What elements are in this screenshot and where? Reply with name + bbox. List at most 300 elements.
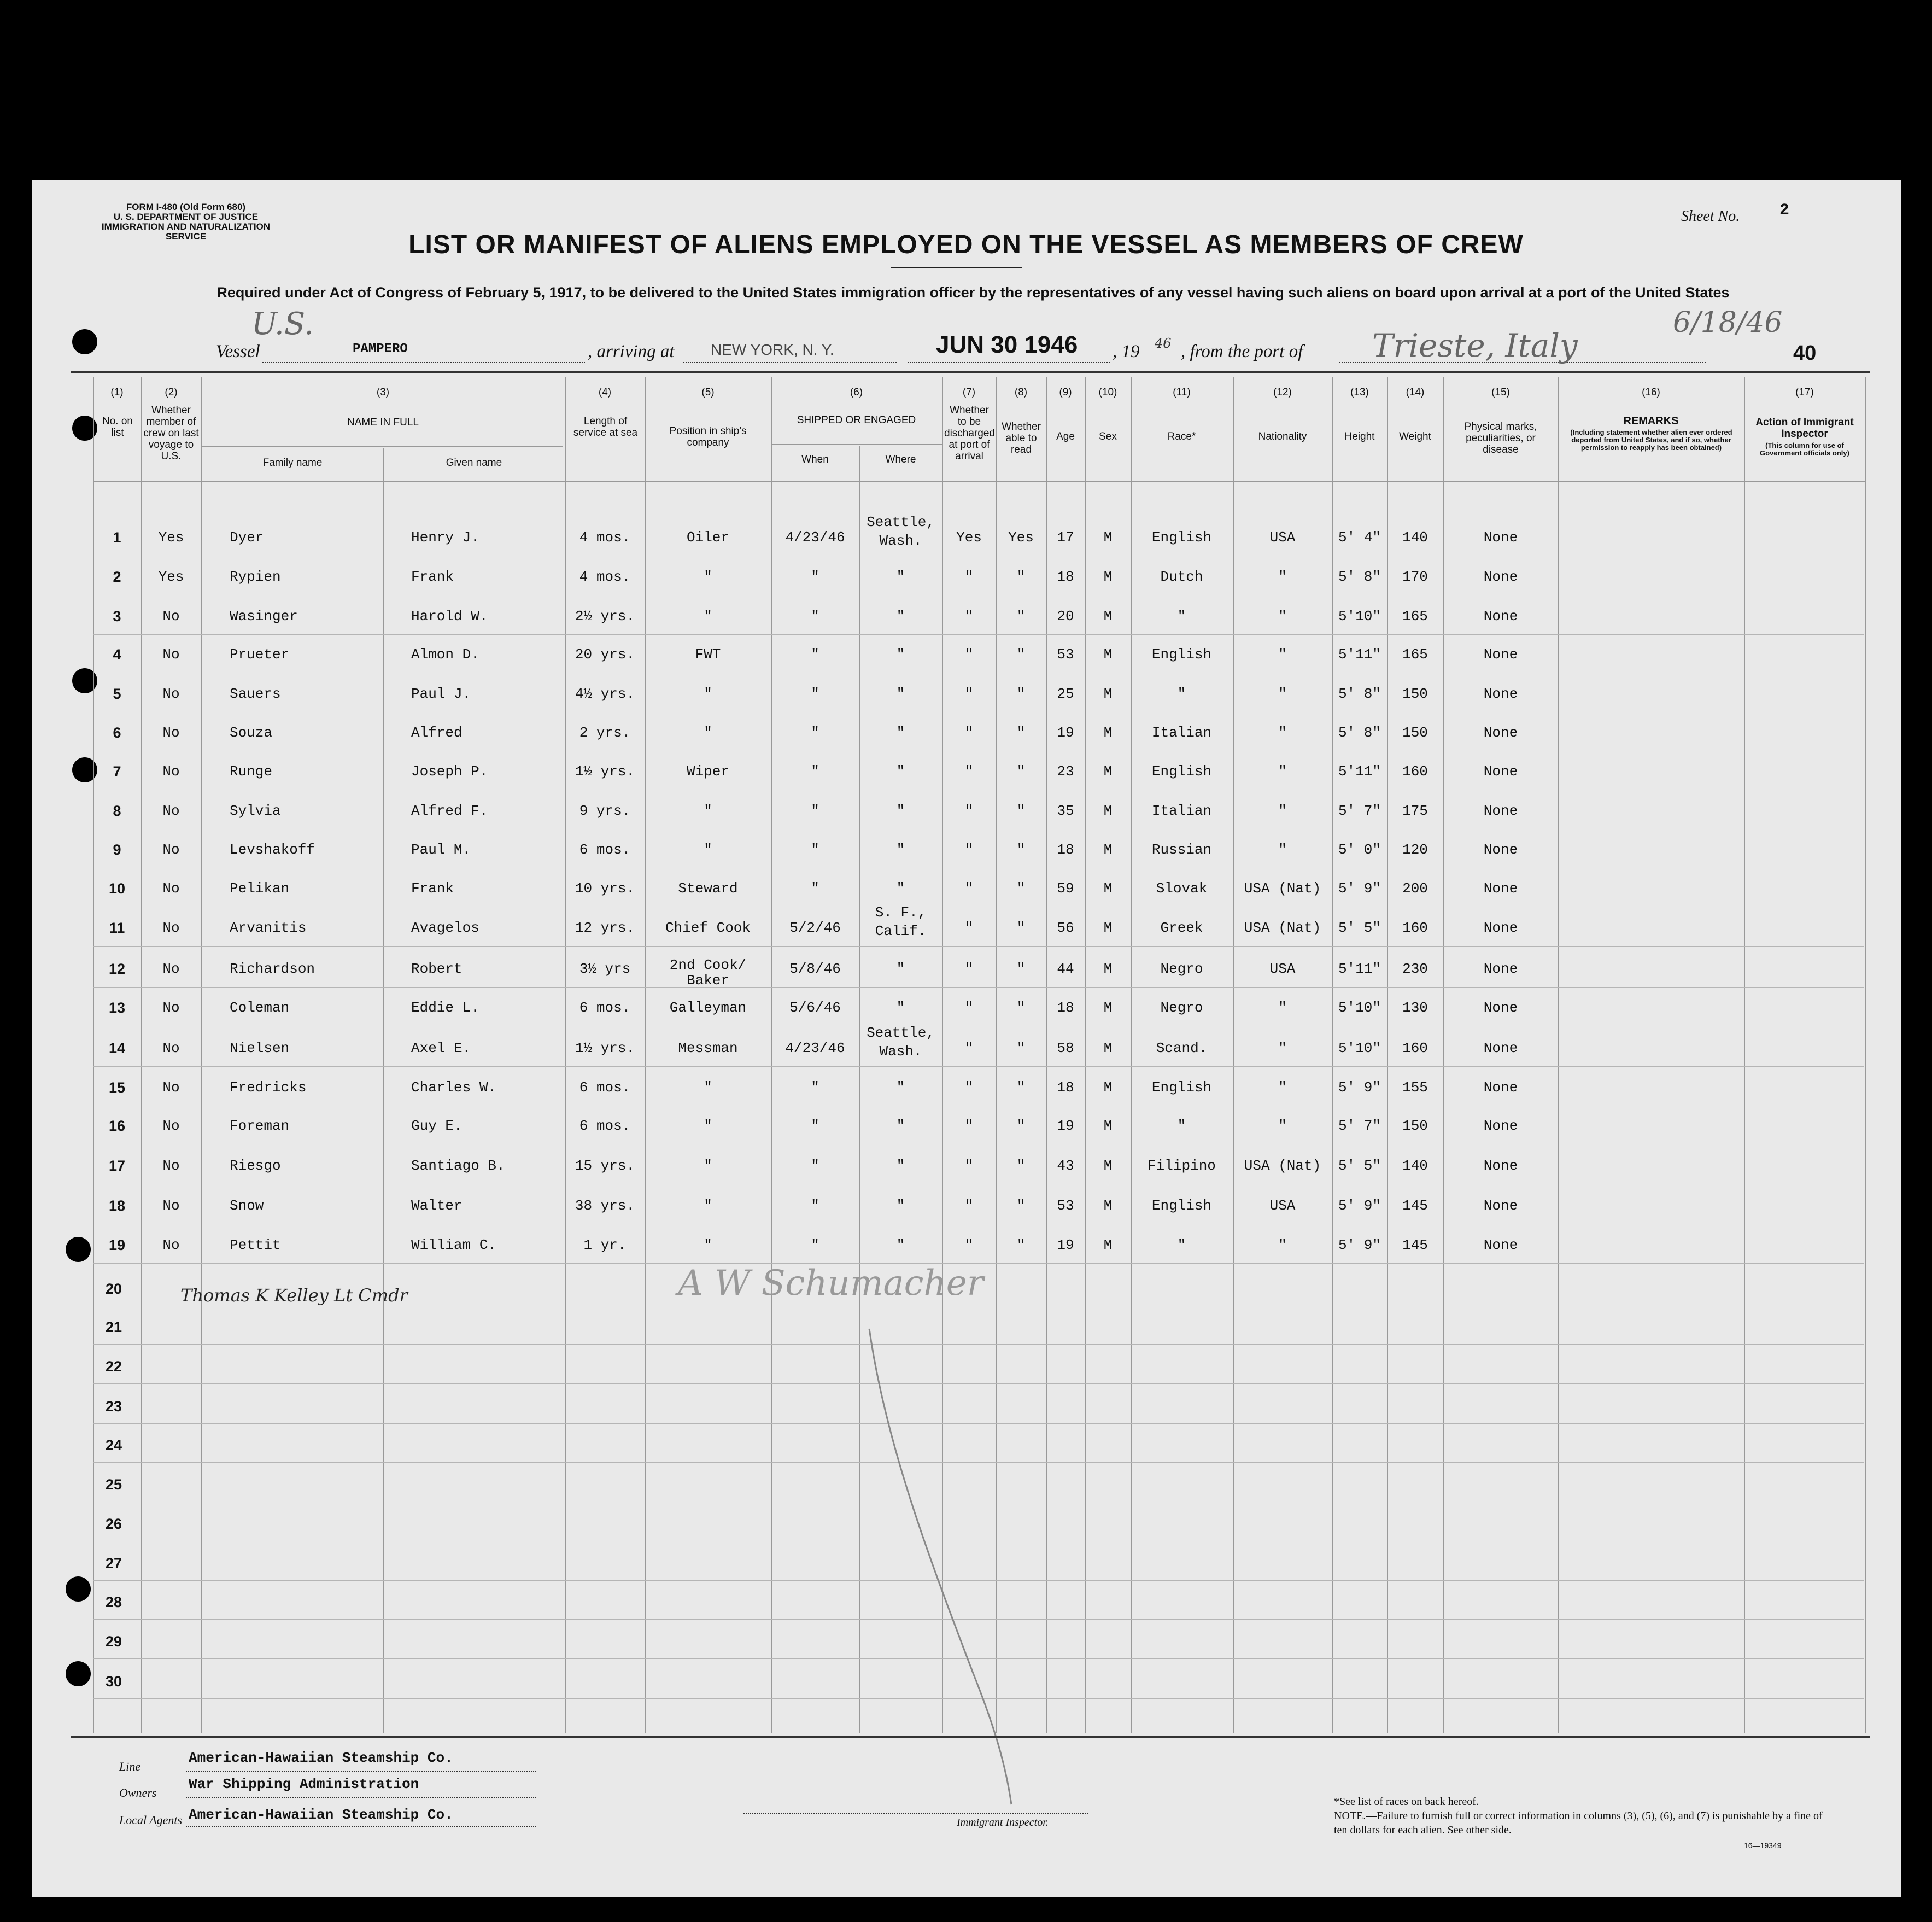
service-cell: 3½ yrs [579,961,631,977]
nationality-cell: USA [1269,1197,1296,1214]
family-name-cell: Rypien [230,569,281,585]
nationality-cell: USA [1269,961,1296,977]
shipped-when-cell: " [811,803,819,819]
department: U. S. DEPARTMENT OF JUSTICE [113,212,259,222]
physical-marks-cell: None [1483,646,1518,663]
row-number: 4 [113,646,121,663]
discharge-cell: " [964,763,974,780]
shipped-when-cell: 4/23/46 [785,1040,845,1056]
year-value: 46 [1155,336,1172,351]
age-cell: 19 [1057,1118,1074,1134]
position-cell: " [704,725,712,741]
physical-marks-cell: None [1483,1079,1518,1096]
sex-cell: M [1103,1197,1113,1214]
age-cell: 25 [1057,686,1074,702]
row-rule [93,946,1864,947]
empty-line-number: 30 [105,1673,122,1690]
given-name-cell: Alfred [411,725,462,741]
column-header-bottom-rule [93,481,1865,482]
last-voyage-cell: No [162,803,180,819]
race-cell: Russian [1151,842,1212,858]
shipped-where-cell: " [896,1118,905,1134]
physical-marks-cell: None [1483,842,1518,858]
family-name-cell: Fredricks [230,1079,307,1096]
row-number: 13 [108,1000,126,1016]
race-cell: Slovak [1156,880,1208,897]
race-cell: English [1151,1197,1212,1214]
discharge-cell: " [964,1040,974,1056]
family-name-cell: Levshakoff [230,842,315,858]
family-name-cell: Coleman [230,1000,290,1016]
nationality-cell: " [1278,1118,1287,1134]
race-cell: Scand. [1156,1040,1208,1056]
age-cell: 17 [1057,529,1074,546]
given-name-cell: Frank [411,880,454,897]
header-able-to-read: Whether able to read [1002,421,1041,455]
date-stamp: JUN 30 1946 [936,331,1078,358]
row-number: 12 [108,961,126,977]
height-cell: 5' 5" [1338,920,1381,936]
height-cell: 5' 7" [1338,1118,1381,1134]
row-rule [93,634,1864,635]
height-cell: 5' 8" [1338,725,1381,741]
can-read-cell: Yes [1008,529,1034,546]
height-cell: 5'10" [1338,608,1381,624]
age-cell: 18 [1057,1079,1074,1096]
header-family-name: Family name [262,457,323,469]
given-name-cell: Alfred F. [411,803,488,819]
race-cell: Dutch [1160,569,1203,585]
physical-marks-cell: None [1483,608,1518,624]
discharge-cell: " [964,1118,974,1134]
position-cell: Chief Cook [665,920,751,936]
punch-hole [66,1576,91,1602]
header-inspector-note: (This column for use of Government officials only) [1760,441,1849,457]
physical-marks-cell: None [1483,1040,1518,1056]
physical-marks-cell: None [1483,1237,1518,1253]
weight-cell: 200 [1402,880,1428,897]
physical-marks-cell: None [1483,569,1518,585]
row-number: 9 [113,842,121,858]
header-no-on-list: No. on list [102,416,133,439]
can-read-cell: " [1016,686,1026,702]
shipped-when-cell: 4/23/46 [785,529,845,546]
column-number: (3) [376,387,390,398]
age-cell: 18 [1057,569,1074,585]
line-value: American-Hawaiian Steamship Co. [189,1750,453,1766]
row-rule [93,1066,1864,1067]
height-cell: 5' 4" [1338,529,1381,546]
handwritten-date: 6/18/46 [1673,306,1783,339]
row-number: 10 [108,880,126,897]
service-cell: 4 mos. [579,529,631,546]
age-cell: 19 [1057,1237,1074,1253]
position-cell: Messman [678,1040,738,1056]
nationality-cell: " [1278,1079,1287,1096]
last-voyage-cell: No [162,1000,180,1016]
service-cell: 38 yrs. [575,1197,635,1214]
column-number: (11) [1173,387,1191,398]
can-read-cell: " [1016,1197,1026,1214]
nationality-cell: " [1278,569,1287,585]
service-cell: 9 yrs. [579,803,631,819]
shipped-where-cell: " [896,880,905,897]
punch-hole [66,1237,91,1262]
height-cell: 5'11" [1338,961,1381,977]
grid-line [1558,377,1559,1733]
physical-marks-cell: None [1483,763,1518,780]
race-cell: " [1177,1118,1186,1134]
weight-cell: 150 [1402,725,1428,741]
local-agents-value: American-Hawaiian Steamship Co. [189,1807,453,1823]
service-cell: 1 yr. [583,1237,627,1253]
weight-cell: 150 [1402,686,1428,702]
position-cell: " [704,1158,712,1174]
service-cell: 6 mos. [579,842,631,858]
weight-cell: 140 [1402,1158,1428,1174]
column-number: (5) [701,387,715,398]
nationality-cell: " [1278,1040,1287,1056]
discharge-cell: " [964,646,974,663]
age-cell: 18 [1057,1000,1074,1016]
race-cell: " [1177,686,1186,702]
can-read-cell: " [1016,763,1026,780]
shipped-where-cell: " [896,608,905,624]
shipped-where-cell: " [896,686,905,702]
given-name-cell: William C. [411,1237,497,1253]
last-voyage-cell: Yes [158,529,184,546]
family-name-cell: Pelikan [230,880,290,897]
sex-cell: M [1103,646,1113,663]
last-voyage-cell: No [162,1197,180,1214]
family-name-cell: Snow [230,1197,264,1214]
header-name-in-full: NAME IN FULL [347,417,419,428]
position-cell: Galleyman [669,1000,747,1016]
shipped-where-cell: " [896,725,905,741]
position-cell: " [704,1237,712,1253]
age-cell: 23 [1057,763,1074,780]
row-number: 2 [113,569,121,585]
can-read-cell: " [1016,1237,1026,1253]
header-when: When [801,454,829,465]
shipped-when-cell: " [811,1079,819,1096]
position-cell: 2nd Cook/ Baker [669,957,747,989]
header-age: Age [1056,431,1075,442]
year-label: , 19 [1113,342,1140,361]
position-cell: " [704,842,712,858]
punch-hole [72,329,97,354]
sex-cell: M [1103,1158,1113,1174]
last-voyage-cell: No [162,1237,180,1253]
height-cell: 5' 9" [1338,1237,1381,1253]
race-cell: " [1177,1237,1186,1253]
row-number: 16 [108,1118,126,1134]
can-read-cell: " [1016,1079,1026,1096]
owners-value: War Shipping Administration [189,1776,419,1792]
position-cell: " [704,803,712,819]
grid-line [1744,377,1745,1733]
age-cell: 58 [1057,1040,1074,1056]
service-cell: 4 mos. [579,569,631,585]
header-rule [71,371,1870,373]
empty-line-number: 29 [105,1633,122,1650]
given-name-cell: Almon D. [411,646,479,663]
discharge-cell: " [964,608,974,624]
service-cell: 1½ yrs. [575,763,635,780]
vessel-prefix-hand: U.S. [251,306,314,342]
discharge-cell: " [964,880,974,897]
header-last-voyage: Whether member of crew on last voyage to U.S. [143,405,199,462]
form-number: FORM I-480 (Old Form 680) [126,202,246,212]
discharge-cell: " [964,569,974,585]
can-read-cell: " [1016,803,1026,819]
nationality-cell: " [1278,646,1287,663]
weight-cell: 160 [1402,920,1428,936]
column-number: (4) [598,387,612,398]
nationality-cell: USA (Nat) [1244,920,1321,936]
height-cell: 5'11" [1338,646,1381,663]
can-read-cell: " [1016,569,1026,585]
fine-note: NOTE.—Failure to furnish full or correct information in columns (3), (5), (6), and (7) is punishable by a fine of ten dollars for each alien. See other side. [1334,1810,1823,1836]
race-cell: English [1151,646,1212,663]
position-cell: Steward [678,880,738,897]
header-remarks-note: (Including statement whether alien ever ordered deported from United States, and if so, whether permission to reapply has been obtained) [1570,428,1732,452]
header-height: Height [1344,431,1375,442]
sex-cell: M [1103,920,1113,936]
race-cell: English [1151,1079,1212,1096]
family-name-cell: Richardson [230,961,315,977]
height-cell: 5' 9" [1338,880,1381,897]
family-name-cell: Sauers [230,686,281,702]
handwritten-number: 40 [1793,342,1817,365]
shipped-where-cell: " [896,803,905,819]
weight-cell: 230 [1402,961,1428,977]
shipped-when-cell: " [811,686,819,702]
nationality-cell: USA (Nat) [1244,1158,1321,1174]
empty-line-number: 23 [105,1398,122,1415]
weight-cell: 150 [1402,1118,1428,1134]
shipped-when-cell: " [811,842,819,858]
height-cell: 5' 5" [1338,1158,1381,1174]
shipped-where-cell: " [896,842,905,858]
sex-cell: M [1103,1118,1113,1134]
height-cell: 5' 7" [1338,803,1381,819]
position-cell: " [704,1197,712,1214]
shipped-where-cell: " [896,1237,905,1253]
last-voyage-cell: No [162,880,180,897]
shipped-when-cell: " [811,1237,819,1253]
column-number: (12) [1273,387,1292,398]
age-cell: 53 [1057,1197,1074,1214]
height-cell: 5' 9" [1338,1197,1381,1214]
physical-marks-cell: None [1483,686,1518,702]
service-cell: 15 yrs. [575,1158,635,1174]
last-voyage-cell: No [162,1040,180,1056]
can-read-cell: " [1016,1158,1026,1174]
discharge-cell: " [964,1237,974,1253]
weight-cell: 155 [1402,1079,1428,1096]
local-agents-label: Local Agents [119,1813,183,1827]
shipped-where-cell: " [896,1079,905,1096]
weight-cell: 140 [1402,529,1428,546]
last-voyage-cell: No [162,1118,180,1134]
shipped-where-cell: " [896,1197,905,1214]
weight-cell: 160 [1402,763,1428,780]
age-cell: 35 [1057,803,1074,819]
nationality-cell: " [1278,842,1287,858]
discharge-cell: " [964,920,974,936]
physical-marks-cell: None [1483,880,1518,897]
service-cell: 12 yrs. [575,920,635,936]
column-number: (16) [1642,387,1660,398]
shipped-where-cell: S. F., Calif. [875,904,927,939]
can-read-cell: " [1016,646,1026,663]
shipped-when-cell: 5/2/46 [789,920,841,936]
row-number: 6 [113,725,121,741]
column-number: (13) [1350,387,1369,398]
last-voyage-cell: No [162,920,180,936]
shipped-where-cell: " [896,569,905,585]
header-length-of-service: Length of service at sea [573,416,638,439]
discharge-cell: " [964,961,974,977]
shipped-where-cell: " [896,763,905,780]
can-read-cell: " [1016,920,1026,936]
column-number: (1) [110,387,124,398]
column-number: (14) [1406,387,1425,398]
sex-cell: M [1103,1237,1113,1253]
header-remarks: REMARKS [1623,415,1679,427]
last-voyage-cell: No [162,686,180,702]
shipped-when-cell: " [811,880,819,897]
last-voyage-cell: No [162,608,180,624]
discharge-cell: " [964,725,974,741]
position-cell: Wiper [686,763,729,780]
sheet-no-label: Sheet No. [1681,208,1740,225]
can-read-cell: " [1016,961,1026,977]
row-number: 8 [113,803,121,819]
family-name-cell: Pettit [230,1237,281,1253]
physical-marks-cell: None [1483,1197,1518,1214]
physical-marks-cell: None [1483,1158,1518,1174]
header-given-name: Given name [446,457,502,469]
footer-rule [71,1736,1870,1738]
family-name-cell: Wasinger [230,608,298,624]
discharge-cell: " [964,1000,974,1016]
height-cell: 5'10" [1338,1040,1381,1056]
can-read-cell: " [1016,1118,1026,1134]
nationality-cell: " [1278,1000,1287,1016]
physical-marks-cell: None [1483,1118,1518,1134]
row-number: 17 [108,1158,126,1174]
owners-underline [186,1797,536,1798]
can-read-cell: " [1016,842,1026,858]
header-race: Race* [1167,431,1196,442]
service-cell: 2½ yrs. [575,608,635,624]
weight-cell: 170 [1402,569,1428,585]
position-cell: Oiler [686,529,729,546]
given-name-cell: Robert [411,961,462,977]
race-cell: English [1151,763,1212,780]
sex-cell: M [1103,803,1113,819]
service-cell: 20 yrs. [575,646,635,663]
handwritten-officer-note: Thomas K Kelley Lt Cmdr [180,1285,408,1306]
inspector-signature-line [743,1813,1088,1814]
position-cell: FWT [695,646,721,663]
can-read-cell: " [1016,608,1026,624]
column-number: (2) [165,387,178,398]
sex-cell: M [1103,842,1113,858]
physical-marks-cell: None [1483,961,1518,977]
vessel-name: PAMPERO [353,342,408,357]
print-code: 16—19349 [1744,1841,1782,1850]
column-number: (6) [850,387,863,398]
sex-cell: M [1103,880,1113,897]
family-name-cell: Sylvia [230,803,281,819]
sex-cell: M [1103,569,1113,585]
physical-marks-cell: None [1483,1000,1518,1016]
discharge-cell: " [964,1158,974,1174]
empty-line-number: 28 [105,1594,122,1610]
nationality-cell: USA (Nat) [1244,880,1321,897]
race-cell: Negro [1160,961,1203,977]
header-inspector-action: Action of Immigrant Inspector [1755,417,1854,440]
header-position: Position in ship's company [669,425,747,448]
column-number: (8) [1014,387,1028,398]
race-cell: Italian [1151,803,1212,819]
height-cell: 5' 8" [1338,686,1381,702]
shipped-where-cell: " [896,961,905,977]
family-name-cell: Prueter [230,646,290,663]
immigrant-inspector-label: Immigrant Inspector. [957,1816,1049,1828]
weight-cell: 165 [1402,608,1428,624]
last-voyage-cell: No [162,961,180,977]
grid-line [1865,377,1866,1733]
last-voyage-cell: Yes [158,569,184,585]
vessel-underline [262,362,585,363]
age-cell: 43 [1057,1158,1074,1174]
empty-line-number: 21 [105,1319,122,1335]
can-read-cell: " [1016,1040,1026,1056]
empty-line-number: 25 [105,1476,122,1493]
age-cell: 20 [1057,608,1074,624]
races-note: *See list of races on back hereof. [1334,1796,1479,1808]
family-name-cell: Foreman [230,1118,290,1134]
sex-cell: M [1103,763,1113,780]
family-name-cell: Runge [230,763,273,780]
sheet-no-value: 2 [1779,201,1790,220]
weight-cell: 120 [1402,842,1428,858]
discharge-cell: " [964,842,974,858]
last-voyage-cell: No [162,646,180,663]
weight-cell: 145 [1402,1237,1428,1253]
physical-marks-cell: None [1483,920,1518,936]
position-cell: " [704,686,712,702]
given-name-cell: Santiago B. [411,1158,505,1174]
shipped-where-cell: Seattle, Wash. [867,514,935,549]
weight-cell: 160 [1402,1040,1428,1056]
empty-line-number: 27 [105,1555,122,1572]
shipped-subheader-rule [771,444,942,445]
age-cell: 59 [1057,880,1074,897]
given-name-cell: Guy E. [411,1118,462,1134]
shipped-where-cell: Seattle, Wash. [867,1025,935,1060]
age-cell: 56 [1057,920,1074,936]
owners-label: Owners [119,1786,157,1800]
column-number: (17) [1795,387,1814,398]
shipped-when-cell: " [811,725,819,741]
row-number: 14 [108,1040,126,1056]
physical-marks-cell: None [1483,725,1518,741]
